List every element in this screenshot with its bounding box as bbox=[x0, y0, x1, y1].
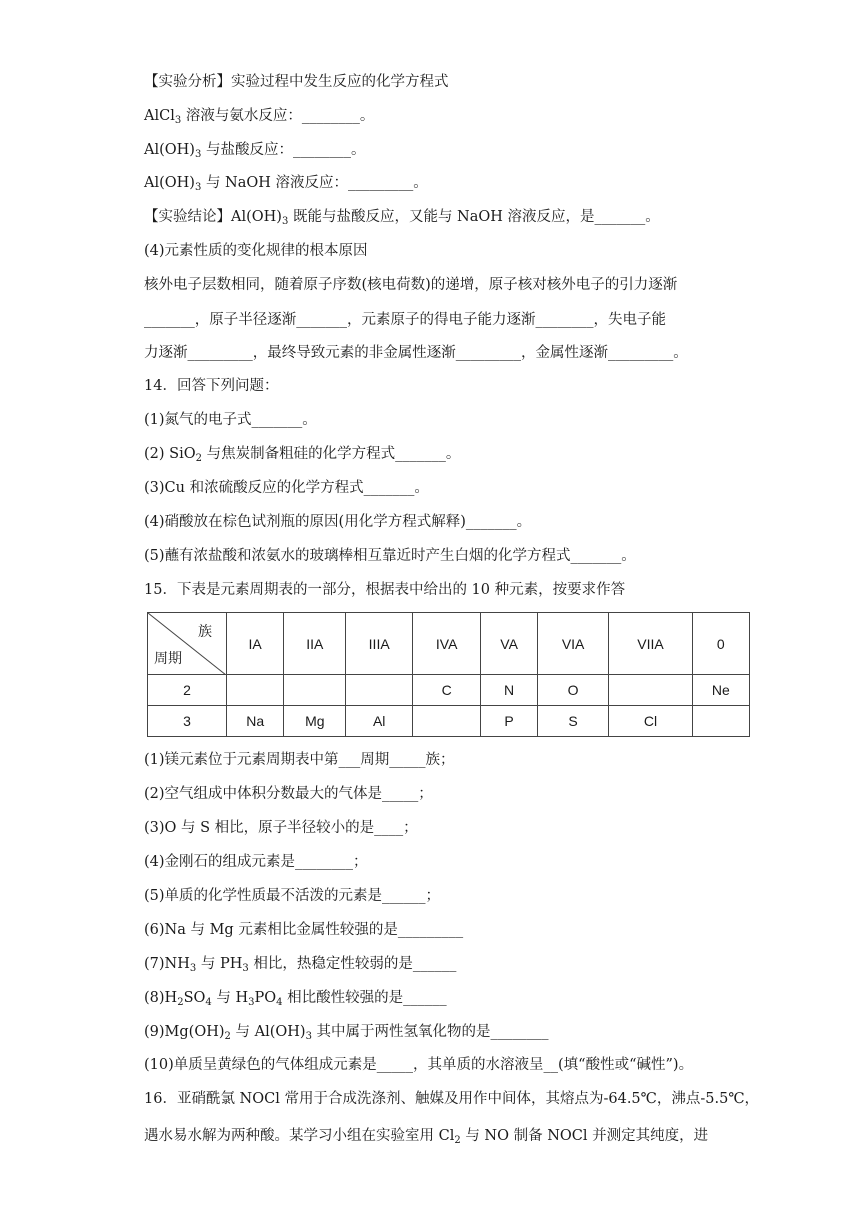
periodic-table-header-row bbox=[148, 613, 750, 675]
q15-item-10: (10)单质呈黄绿色的气体组成元素是_____，其单质的水溶液呈__(填“酸性或“碱性”)。 bbox=[144, 1057, 694, 1073]
element-cell bbox=[284, 675, 346, 706]
element-cell: S bbox=[537, 706, 608, 737]
element-cell bbox=[227, 675, 284, 706]
group-header: 0 bbox=[692, 613, 749, 675]
q4-paragraph-line-2: _______，原子半径逐渐_______，元素原子的得电子能力逐渐________，失电子能 bbox=[144, 312, 666, 328]
element-cell bbox=[346, 675, 413, 706]
period-number: 3 bbox=[148, 706, 227, 737]
period-row bbox=[148, 706, 750, 737]
element-cell: P bbox=[481, 706, 538, 737]
group-header: IA bbox=[227, 613, 284, 675]
reaction-1: AlCl$_3$ 溶液与氨水反应：________。 bbox=[144, 108, 375, 126]
q15-item-5: (5)单质的化学性质最不活泼的元素是______； bbox=[144, 888, 441, 904]
element-cell: Na bbox=[227, 706, 284, 737]
q15-item-6: (6)Na 与 Mg 元素相比金属性较强的是_________ bbox=[144, 922, 464, 938]
reaction-2: $Al(OH)_3$ 与盐酸反应：________。 bbox=[144, 142, 366, 160]
group-header: IIIA bbox=[346, 613, 413, 675]
experiment-analysis-heading: 【实验分析】实验过程中发生反应的化学方程式 bbox=[144, 74, 449, 90]
group-header: IIA bbox=[284, 613, 346, 675]
q14-item-5: (5)蘸有浓盐酸和浓氨水的玻璃棒相互靠近时产生白烟的化学方程式_______。 bbox=[144, 548, 636, 564]
element-cell: N bbox=[481, 675, 538, 706]
q4-paragraph-line-1: 核外电子层数相同，随着原子序数(核电荷数)的递增，原子核对核外电子的引力逐渐 bbox=[144, 277, 678, 293]
periodic-table bbox=[147, 612, 750, 737]
q15-item-8: $(8)H_2SO_4$ 与 $H_3PO_4$ 相比酸性较强的是______ bbox=[144, 990, 447, 1008]
element-cell: O bbox=[537, 675, 608, 706]
experiment-conclusion: 【实验结论】$Al(OH)_3$ 既能与盐酸反应，又能与 NaOH 溶液反应，是_______。 bbox=[144, 209, 660, 227]
q14-item-3: (3)Cu 和浓硫酸反应的化学方程式_______。 bbox=[144, 480, 429, 496]
element-cell: C bbox=[413, 675, 481, 706]
q14-item-1: (1)氮气的电子式_______。 bbox=[144, 412, 317, 428]
q16-paragraph-line-2: 遇水易水解为两种酸。某学习小组在实验室用 $Cl_2$ 与 NO 制备 NOCl 并测定其纯度，进 bbox=[144, 1128, 709, 1146]
corner-group-label: 族 bbox=[198, 624, 212, 640]
q14-item-2: (2) SiO$_2$ 与焦炭制备粗硅的化学方程式_______。 bbox=[144, 446, 461, 464]
q15-item-3: (3)O 与 S 相比，原子半径较小的是____； bbox=[144, 820, 418, 836]
element-cell: Al bbox=[346, 706, 413, 737]
corner-period-label: 周期 bbox=[154, 651, 182, 667]
q15-item-7: $(7)NH_3$ 与 $PH_3$ 相比，热稳定性较弱的是______ bbox=[144, 956, 457, 974]
element-cell bbox=[692, 706, 749, 737]
q16-paragraph-line-1: 16．亚硝酰氯 NOCl 常用于合成洗涤剂、触媒及用作中间体，其熔点为-64.5℃，沸点-5.5℃， bbox=[144, 1091, 760, 1107]
element-cell: Cl bbox=[609, 706, 692, 737]
group-header: VIIA bbox=[609, 613, 692, 675]
reaction-3: $Al(OH)_3$ 与 NaOH 溶液反应：_________。 bbox=[144, 175, 428, 193]
q15-item-4: (4)金刚石的组成元素是________； bbox=[144, 854, 368, 870]
q15-item-1: (1)镁元素位于元素周期表中第___周期_____族； bbox=[144, 752, 455, 768]
q14-title: 14．回答下列问题： bbox=[144, 378, 279, 394]
element-cell: Ne bbox=[692, 675, 749, 706]
group-header: VIA bbox=[537, 613, 608, 675]
q15-item-2: (2)空气组成中体积分数最大的气体是_____； bbox=[144, 786, 433, 802]
q15-title: 15．下表是元素周期表的一部分，根据表中给出的 10 种元素，按要求作答 bbox=[144, 582, 626, 598]
element-cell bbox=[413, 706, 481, 737]
group-header: VA bbox=[481, 613, 538, 675]
q4-paragraph-line-3: 力逐渐_________，最终导致元素的非金属性逐渐_________，金属性逐渐_________。 bbox=[144, 345, 688, 361]
q4-title: (4)元素性质的变化规律的根本原因 bbox=[144, 243, 368, 259]
group-header: IVA bbox=[413, 613, 481, 675]
period-number: 2 bbox=[148, 675, 227, 706]
q15-item-9: $(9)Mg(OH)_2$ 与 $Al(OH)_3$ 其中属于两性氢氧化物的是________ bbox=[144, 1024, 549, 1042]
element-cell bbox=[609, 675, 692, 706]
element-cell: Mg bbox=[284, 706, 346, 737]
q14-item-4: (4)硝酸放在棕色试剂瓶的原因(用化学方程式解释)_______。 bbox=[144, 514, 532, 530]
period-row bbox=[148, 675, 750, 706]
periodic-table-corner bbox=[148, 613, 227, 675]
